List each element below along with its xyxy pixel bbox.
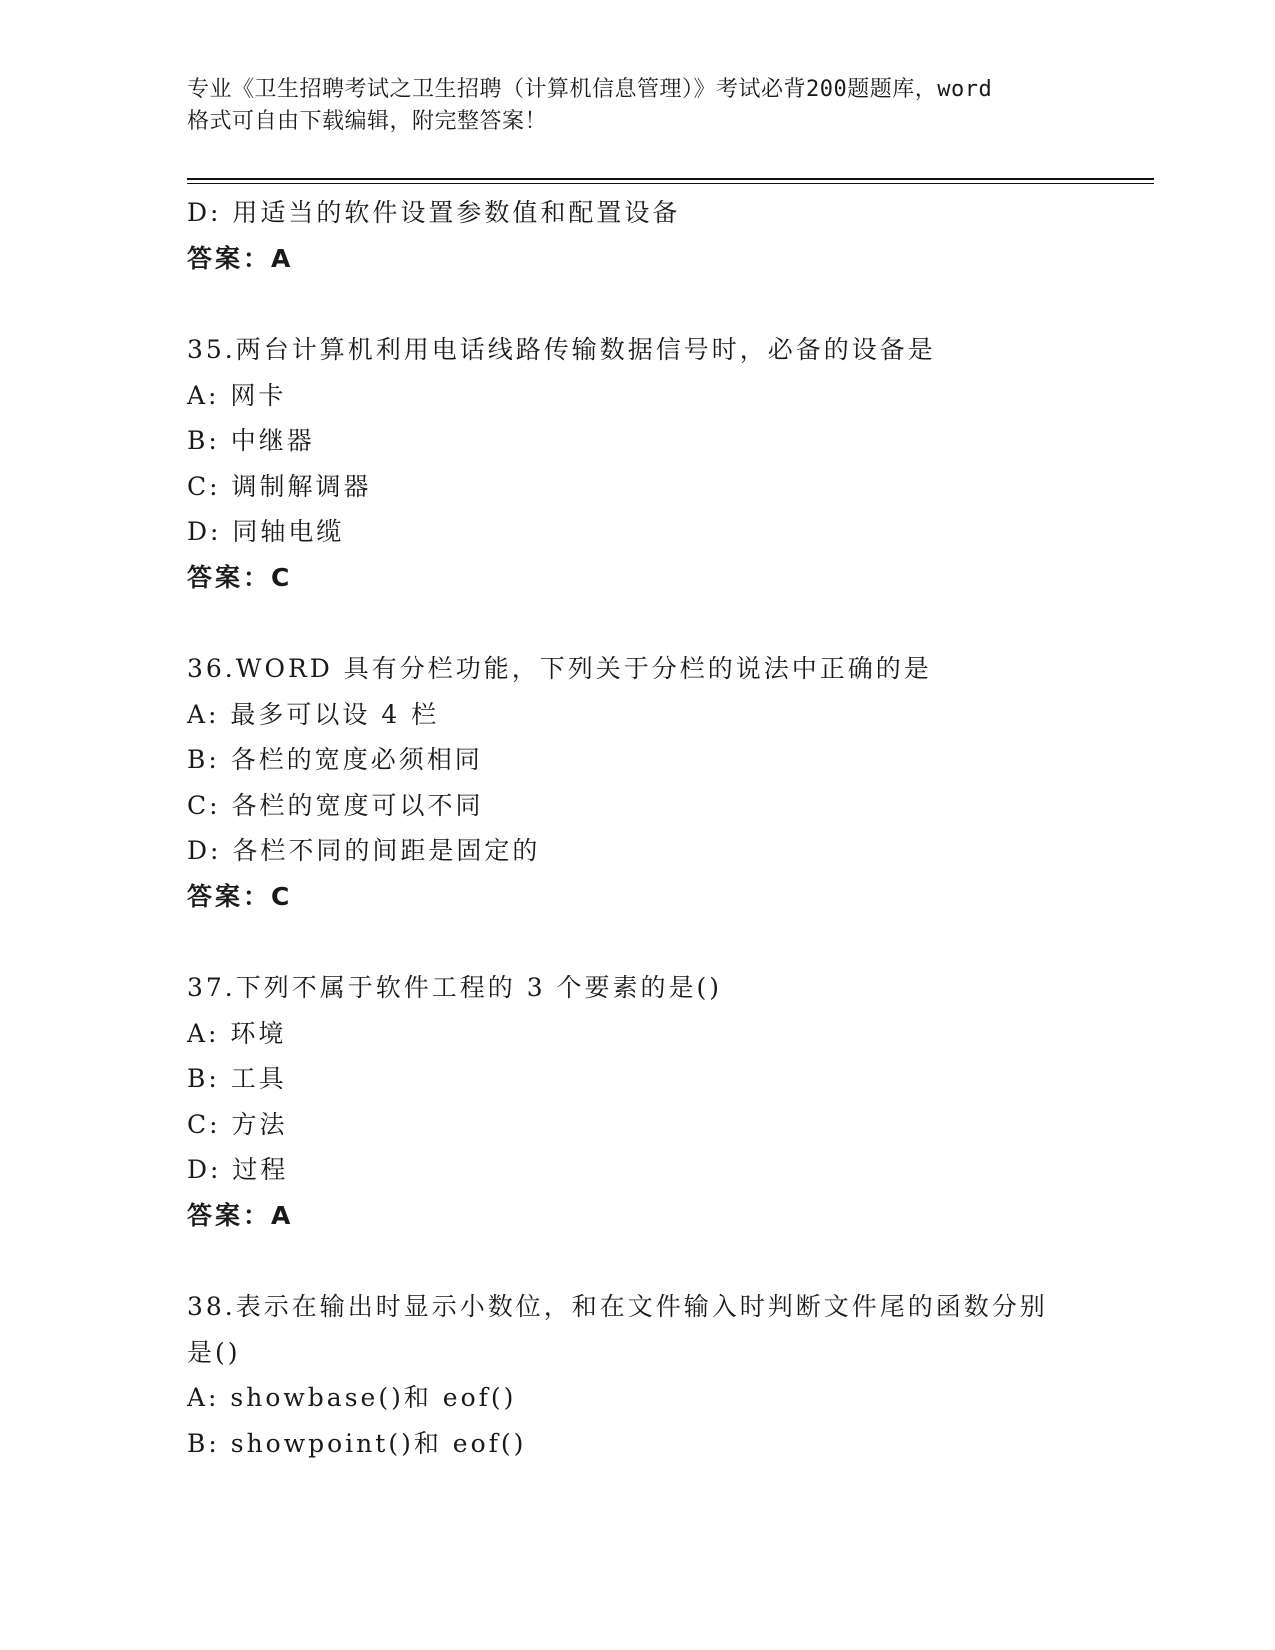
option-b: B: 中继器 [187, 426, 315, 455]
spacer [187, 600, 1087, 646]
answer: 答案：C [187, 881, 293, 911]
option-a: A: 最多可以设 4 栏 [187, 699, 440, 729]
spacer [187, 1238, 1087, 1284]
option-a: A: showbase()和 eof() [187, 1383, 517, 1412]
option-d: D: 同轴电缆 [187, 517, 345, 546]
question-35 [187, 327, 1087, 600]
question-36 [187, 646, 1087, 919]
option-d: D: 各栏不同的间距是固定的 [187, 836, 541, 865]
question-38 [187, 1284, 1087, 1466]
spacer [187, 281, 1087, 327]
question-stem: 35.两台计算机利用电话线路传输数据信号时，必备的设备是 [187, 335, 936, 364]
answer: 答案：A [187, 1200, 294, 1230]
question-stem: 37.下列不属于软件工程的 3 个要素的是() [187, 973, 723, 1002]
question-list [187, 190, 1087, 1466]
option-b: B: 工具 [187, 1064, 287, 1093]
document-header [187, 74, 1087, 138]
header-line-1: 专业《卫生招聘考试之卫生招聘（计算机信息管理）》考试必背200题题库，word [187, 77, 993, 102]
option-c: C: 调制解调器 [187, 471, 372, 501]
header-line-2: 格式可自由下载编辑，附完整答案！ [187, 109, 548, 134]
header-rule-thick [187, 178, 1154, 180]
answer: 答案：C [187, 562, 293, 592]
question-37 [187, 965, 1087, 1238]
spacer [187, 919, 1087, 965]
header-rule-thin [187, 183, 1154, 184]
option-b: B: 各栏的宽度必须相同 [187, 745, 483, 774]
question-stem-line-2: 是() [187, 1337, 241, 1367]
prev-option-d: D: 用适当的软件设置参数值和配置设备 [187, 198, 681, 227]
option-a: A: 环境 [187, 1018, 287, 1048]
prev-answer: 答案：A [187, 243, 294, 273]
option-a: A: 网卡 [187, 380, 287, 410]
option-d: D: 过程 [187, 1155, 289, 1184]
question-stem-line-1: 38.表示在输出时显示小数位，和在文件输入时判断文件尾的函数分别 [187, 1292, 1048, 1321]
question-stem: 36.WORD 具有分栏功能，下列关于分栏的说法中正确的是 [187, 654, 932, 683]
option-c: C: 各栏的宽度可以不同 [187, 790, 484, 820]
option-b: B: showpoint()和 eof() [187, 1428, 527, 1458]
option-c: C: 方法 [187, 1109, 288, 1139]
